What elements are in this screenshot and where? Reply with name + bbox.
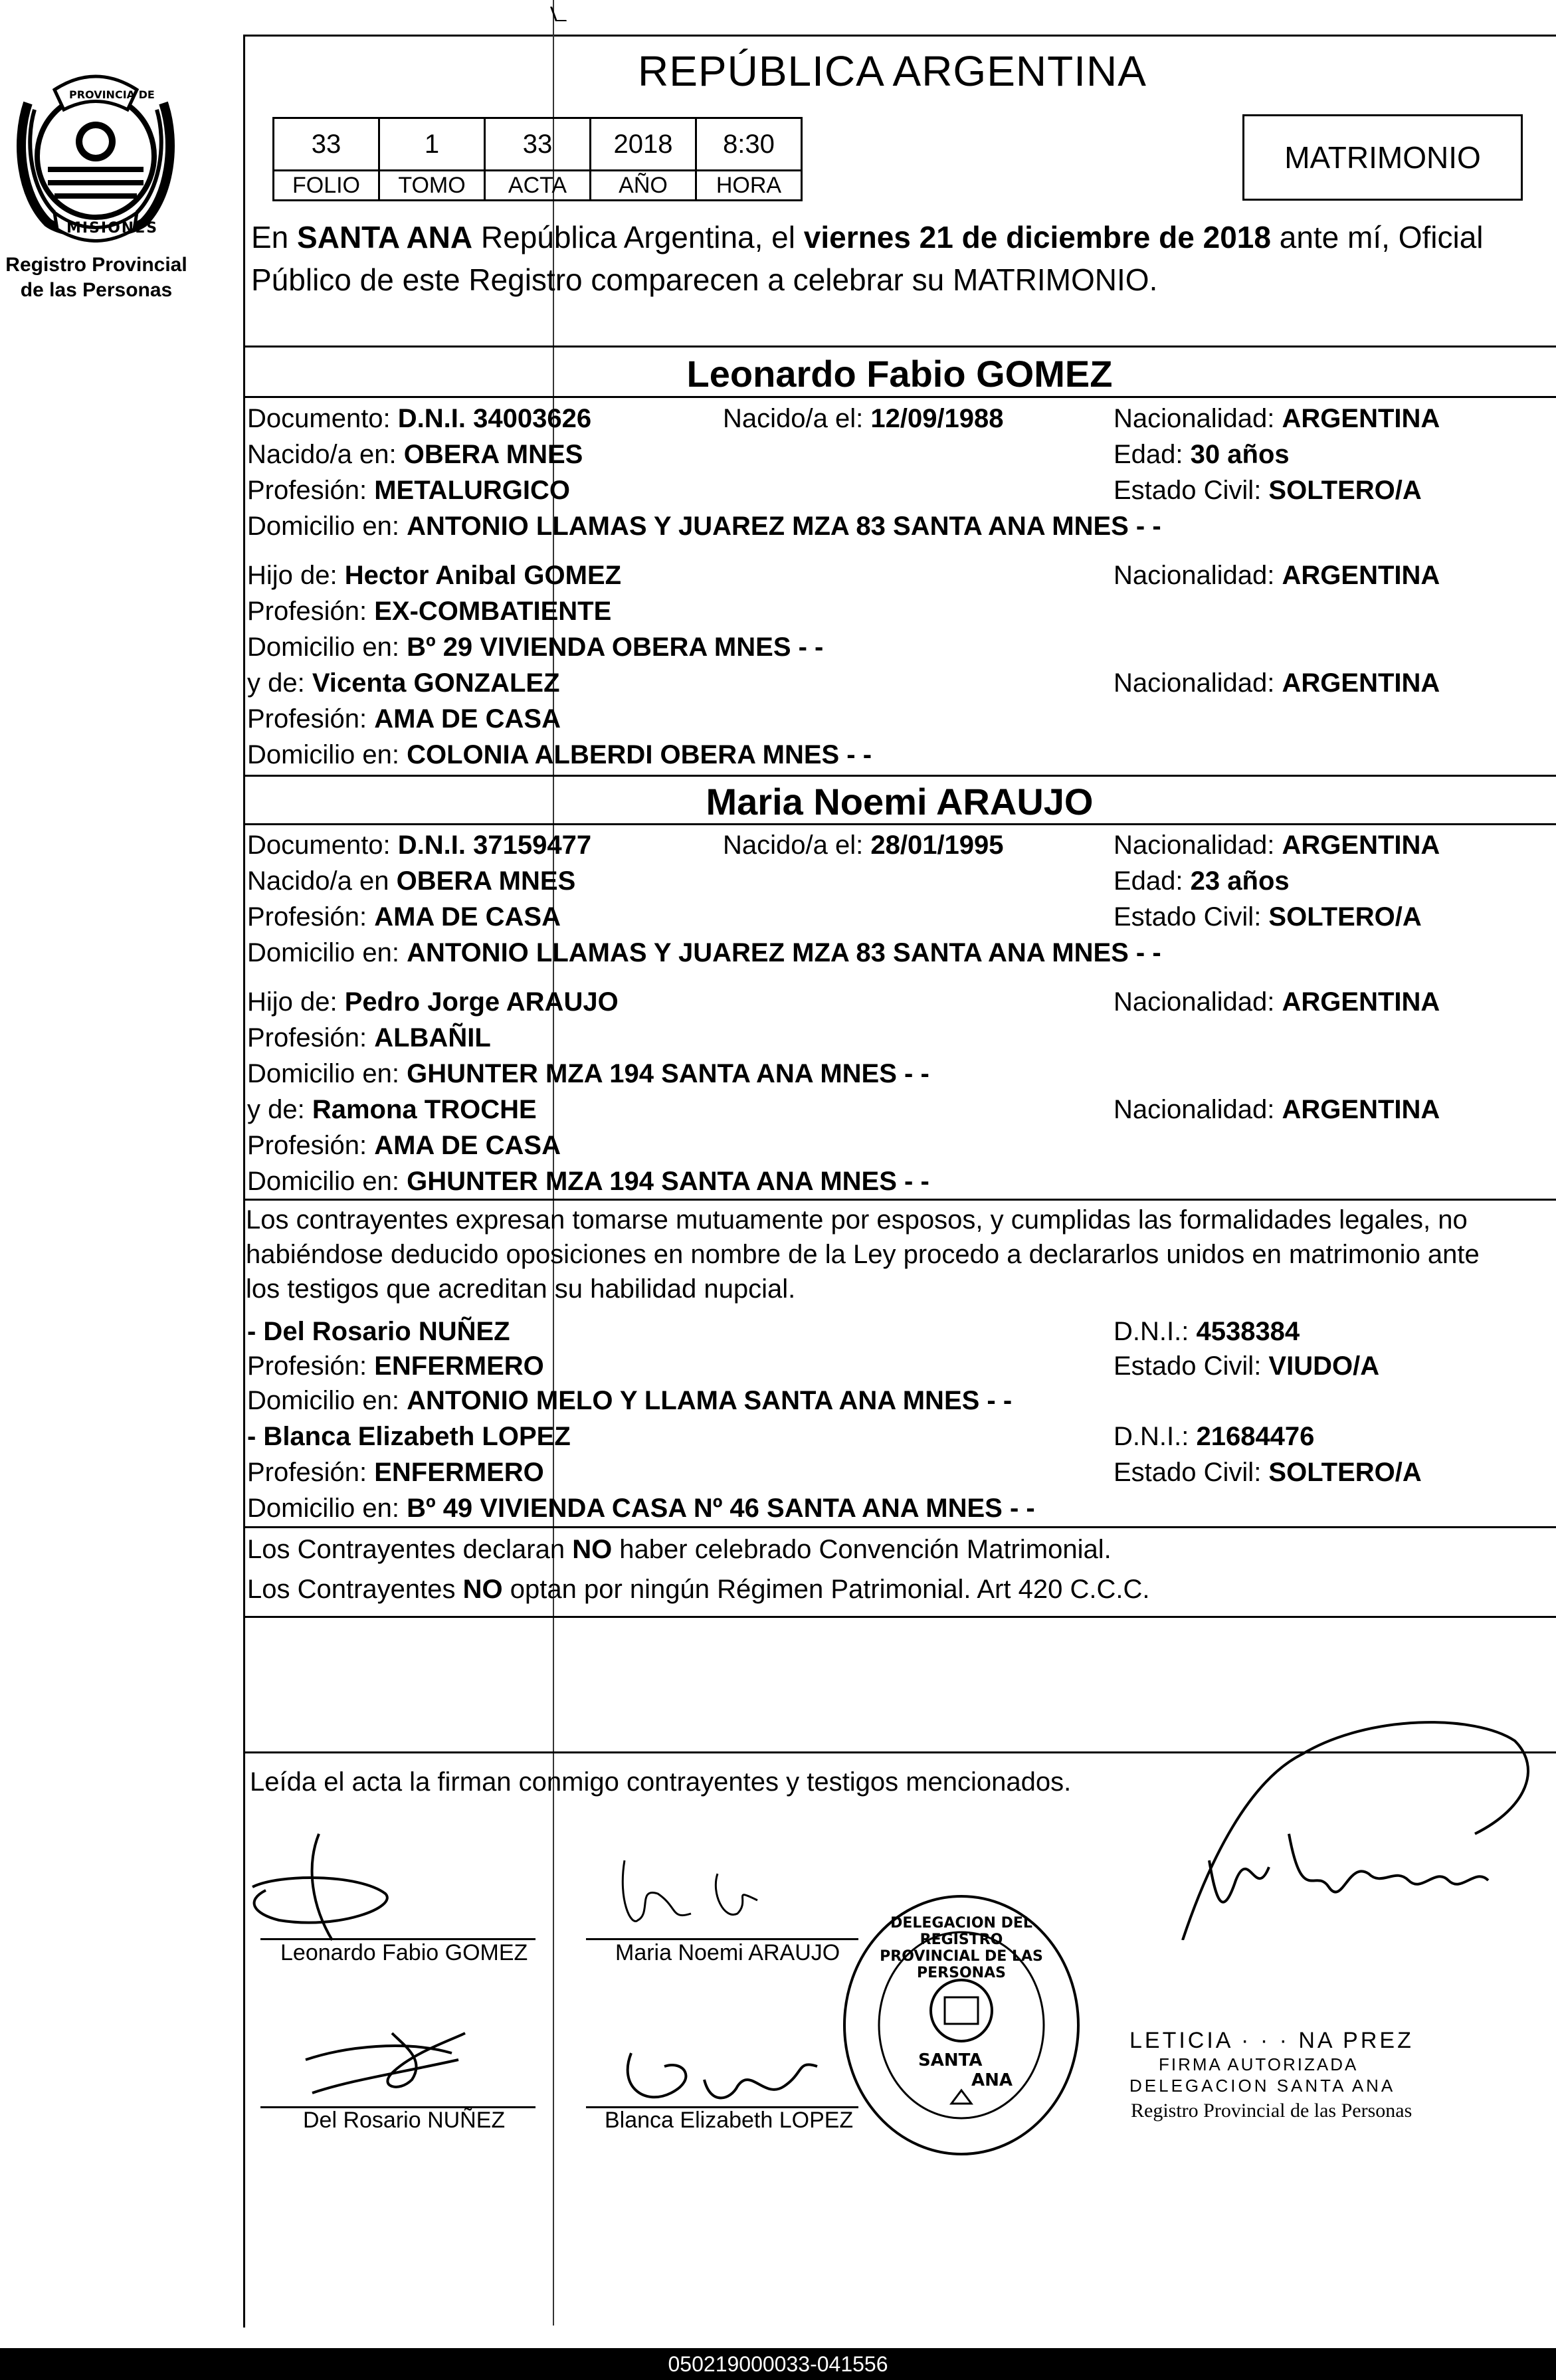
tomo-value: 1: [379, 118, 485, 171]
province-crest: [8, 63, 183, 243]
p1-estado-civil: Estado Civil: SOLTERO/A: [1114, 476, 1422, 505]
intro-date: viernes 21 de diciembre de 2018: [803, 220, 1271, 254]
witness1-domicilio: Domicilio en: ANTONIO MELO Y LLAMA SANTA ANA MNES - -: [247, 1386, 1013, 1415]
p2-domicilio: Domicilio en: ANTONIO LLAMAS Y JUAREZ MZA 83 SANTA ANA MNES - -: [247, 938, 1161, 967]
stamp-center-1: SANTA: [918, 2050, 983, 2070]
registry-line-2: de las Personas: [20, 279, 173, 301]
person1-name: Leonardo Fabio GOMEZ: [686, 353, 1113, 395]
p2-madre-nacionalidad: Nacionalidad: ARGENTINA: [1114, 1095, 1440, 1124]
intro-place: SANTA ANA: [297, 220, 473, 254]
p1-documento: Documento: D.N.I. 34003626: [247, 404, 592, 433]
witness2-estado-civil: Estado Civil: SOLTERO/A: [1114, 1458, 1422, 1487]
p2-madre-domicilio: Domicilio en: GHUNTER MZA 194 SANTA ANA MNES - -: [247, 1167, 929, 1196]
p1-nacido-en: Nacido/a en: OBERA MNES: [247, 440, 583, 469]
official-signature: [1169, 1701, 1541, 1940]
p2-nacido-el: Nacido/a el: 28/01/1995: [723, 831, 1004, 860]
p1-padre: Hijo de: Hector Anibal GOMEZ: [247, 561, 622, 590]
p1-madre-nacionalidad: Nacionalidad: ARGENTINA: [1114, 668, 1440, 698]
p1-padre-nacionalidad: Nacionalidad: ARGENTINA: [1114, 561, 1440, 590]
p2-profesion: Profesión: AMA DE CASA: [247, 902, 561, 932]
official-name: LETICIA · · · NA PREZ: [1129, 2028, 1414, 2053]
intro-line2: Público de este Registro comparecen a celebrar su MATRIMONIO.: [251, 262, 1158, 297]
official-role-2: DELEGACION SANTA ANA: [1129, 2076, 1396, 2096]
witness1-name: - Del Rosario NUÑEZ: [247, 1317, 510, 1346]
intro-t3: ante mí, Oficial: [1270, 220, 1484, 254]
stamp-center-2: ANA: [971, 2070, 1013, 2090]
p1-edad: Edad: 30 años: [1114, 440, 1290, 469]
divider: [243, 1526, 1556, 1528]
acta-label: ACTA: [485, 171, 591, 201]
official-stamp: [838, 1891, 1084, 2159]
hora-value: 8:30: [696, 118, 802, 171]
signature-label-4: Blanca Elizabeth LOPEZ: [605, 2108, 854, 2133]
page-title: REPÚBLICA ARGENTINA: [638, 47, 1147, 95]
divider: [243, 396, 1556, 398]
p1-madre: y de: Vicenta GONZALEZ: [247, 668, 560, 698]
anio-value: 2018: [591, 118, 696, 171]
signature-scribble-3: [292, 2020, 492, 2113]
p1-domicilio: Domicilio en: ANTONIO LLAMAS Y JUAREZ MZA 83 SANTA ANA MNES - -: [247, 512, 1161, 541]
p2-padre-nacionalidad: Nacionalidad: ARGENTINA: [1114, 987, 1440, 1017]
divider: [243, 1199, 1556, 1201]
folio-value: 33: [274, 118, 379, 171]
p2-madre-profesion: Profesión: AMA DE CASA: [247, 1131, 561, 1160]
witness2-name: - Blanca Elizabeth LOPEZ: [247, 1422, 571, 1451]
p2-padre-domicilio: Domicilio en: GHUNTER MZA 194 SANTA ANA MNES - -: [247, 1059, 929, 1088]
p1-nacionalidad: Nacionalidad: ARGENTINA: [1114, 404, 1440, 433]
doc-type-badge: MATRIMONIO: [1242, 114, 1523, 201]
folio-label: FOLIO: [274, 171, 379, 201]
signature-label-3: Del Rosario NUÑEZ: [303, 2108, 506, 2133]
declaration-line-3: los testigos que acreditan su habilidad nupcial.: [246, 1274, 796, 1304]
p2-padre-profesion: Profesión: ALBAÑIL: [247, 1023, 491, 1052]
acta-value: 33: [485, 118, 591, 171]
p1-padre-profesion: Profesión: EX-COMBATIENTE: [247, 597, 612, 626]
intro-t2: República Argentina, el: [472, 220, 804, 254]
agreement-convention: Los Contrayentes declaran NO haber celebrado Convención Matrimonial.: [247, 1535, 1112, 1564]
anio-label: AÑO: [591, 171, 696, 201]
divider: [243, 346, 1556, 347]
registry-line-1: Registro Provincial: [5, 254, 187, 276]
tomo-label: TOMO: [379, 171, 485, 201]
crest-bottom-text: MISIONES: [66, 220, 159, 237]
document-code: 050219000033-041556: [0, 2348, 1556, 2380]
p1-madre-domicilio: Domicilio en: COLONIA ALBERDI OBERA MNES - -: [247, 740, 872, 769]
witness2-profesion: Profesión: ENFERMERO: [247, 1458, 544, 1487]
intro-t1: En: [251, 220, 298, 254]
divider: [243, 1616, 1556, 1618]
witness1-profesion: Profesión: ENFERMERO: [247, 1351, 544, 1381]
witness1-estado-civil: Estado Civil: VIUDO/A: [1114, 1351, 1380, 1381]
declaration-line-1: Los contrayentes expresan tomarse mutuamente por esposos, y cumplidas las formalidades legales, no: [246, 1205, 1468, 1235]
p2-documento: Documento: D.N.I. 37159477: [247, 831, 592, 860]
record-table: [272, 117, 803, 201]
signature-label-1: Leonardo Fabio GOMEZ: [280, 1940, 528, 1965]
official-role-1: FIRMA AUTORIZADA: [1159, 2054, 1359, 2074]
p2-estado-civil: Estado Civil: SOLTERO/A: [1114, 902, 1422, 932]
p2-nacido-en: Nacido/a en OBERA MNES: [247, 866, 576, 896]
divider: [243, 775, 1556, 777]
p2-padre: Hijo de: Pedro Jorge ARAUJO: [247, 987, 619, 1017]
official-role-3: Registro Provincial de las Personas: [1131, 2100, 1412, 2122]
witness2-domicilio: Domicilio en: Bº 49 VIVIENDA CASA Nº 46 SANTA ANA MNES - -: [247, 1494, 1035, 1523]
p1-madre-profesion: Profesión: AMA DE CASA: [247, 704, 561, 734]
p1-nacido-el: Nacido/a el: 12/09/1988: [723, 404, 1004, 433]
declaration-text: [246, 1203, 1555, 1306]
hora-label: HORA: [696, 171, 802, 201]
signature-scribble-2: [598, 1847, 864, 1940]
intro-text: [251, 216, 1553, 301]
divider: [243, 823, 1556, 825]
p2-nacionalidad: Nacionalidad: ARGENTINA: [1114, 831, 1440, 860]
p2-edad: Edad: 23 años: [1114, 866, 1290, 896]
p2-madre: y de: Ramona TROCHE: [247, 1095, 537, 1124]
person2-name: Maria Noemi ARAUJO: [706, 781, 1094, 823]
signature-scribble-1: [239, 1814, 545, 1947]
witness2-dni: D.N.I.: 21684476: [1114, 1422, 1315, 1451]
p1-profesion: Profesión: METALURGICO: [247, 476, 571, 505]
declaration-line-2: habiéndose deducido oposiciones en nombre de la Ley procedo a declararlos unidos en matrimonio ante: [246, 1240, 1480, 1269]
p1-padre-domicilio: Domicilio en: Bº 29 VIVIENDA OBERA MNES - -: [247, 633, 824, 662]
signature-label-2: Maria Noemi ARAUJO: [615, 1940, 840, 1965]
fold-line: [553, 0, 554, 2326]
stamp-ring-text: DELEGACION DEL REGISTRO PROVINCIAL DE LAS PERSONAS: [880, 1915, 1043, 1981]
agreement-regime: Los Contrayentes NO optan por ningún Régimen Patrimonial. Art 420 C.C.C.: [247, 1575, 1150, 1604]
signature-scribble-4: [605, 2027, 857, 2120]
witness1-dni: D.N.I.: 4538384: [1114, 1317, 1300, 1346]
registry-name: [0, 252, 193, 303]
crest-top-text: PROVINCIA DE: [69, 88, 155, 101]
closing-text: Leída el acta la firman conmigo contrayentes y testigos mencionados.: [250, 1767, 1072, 1797]
